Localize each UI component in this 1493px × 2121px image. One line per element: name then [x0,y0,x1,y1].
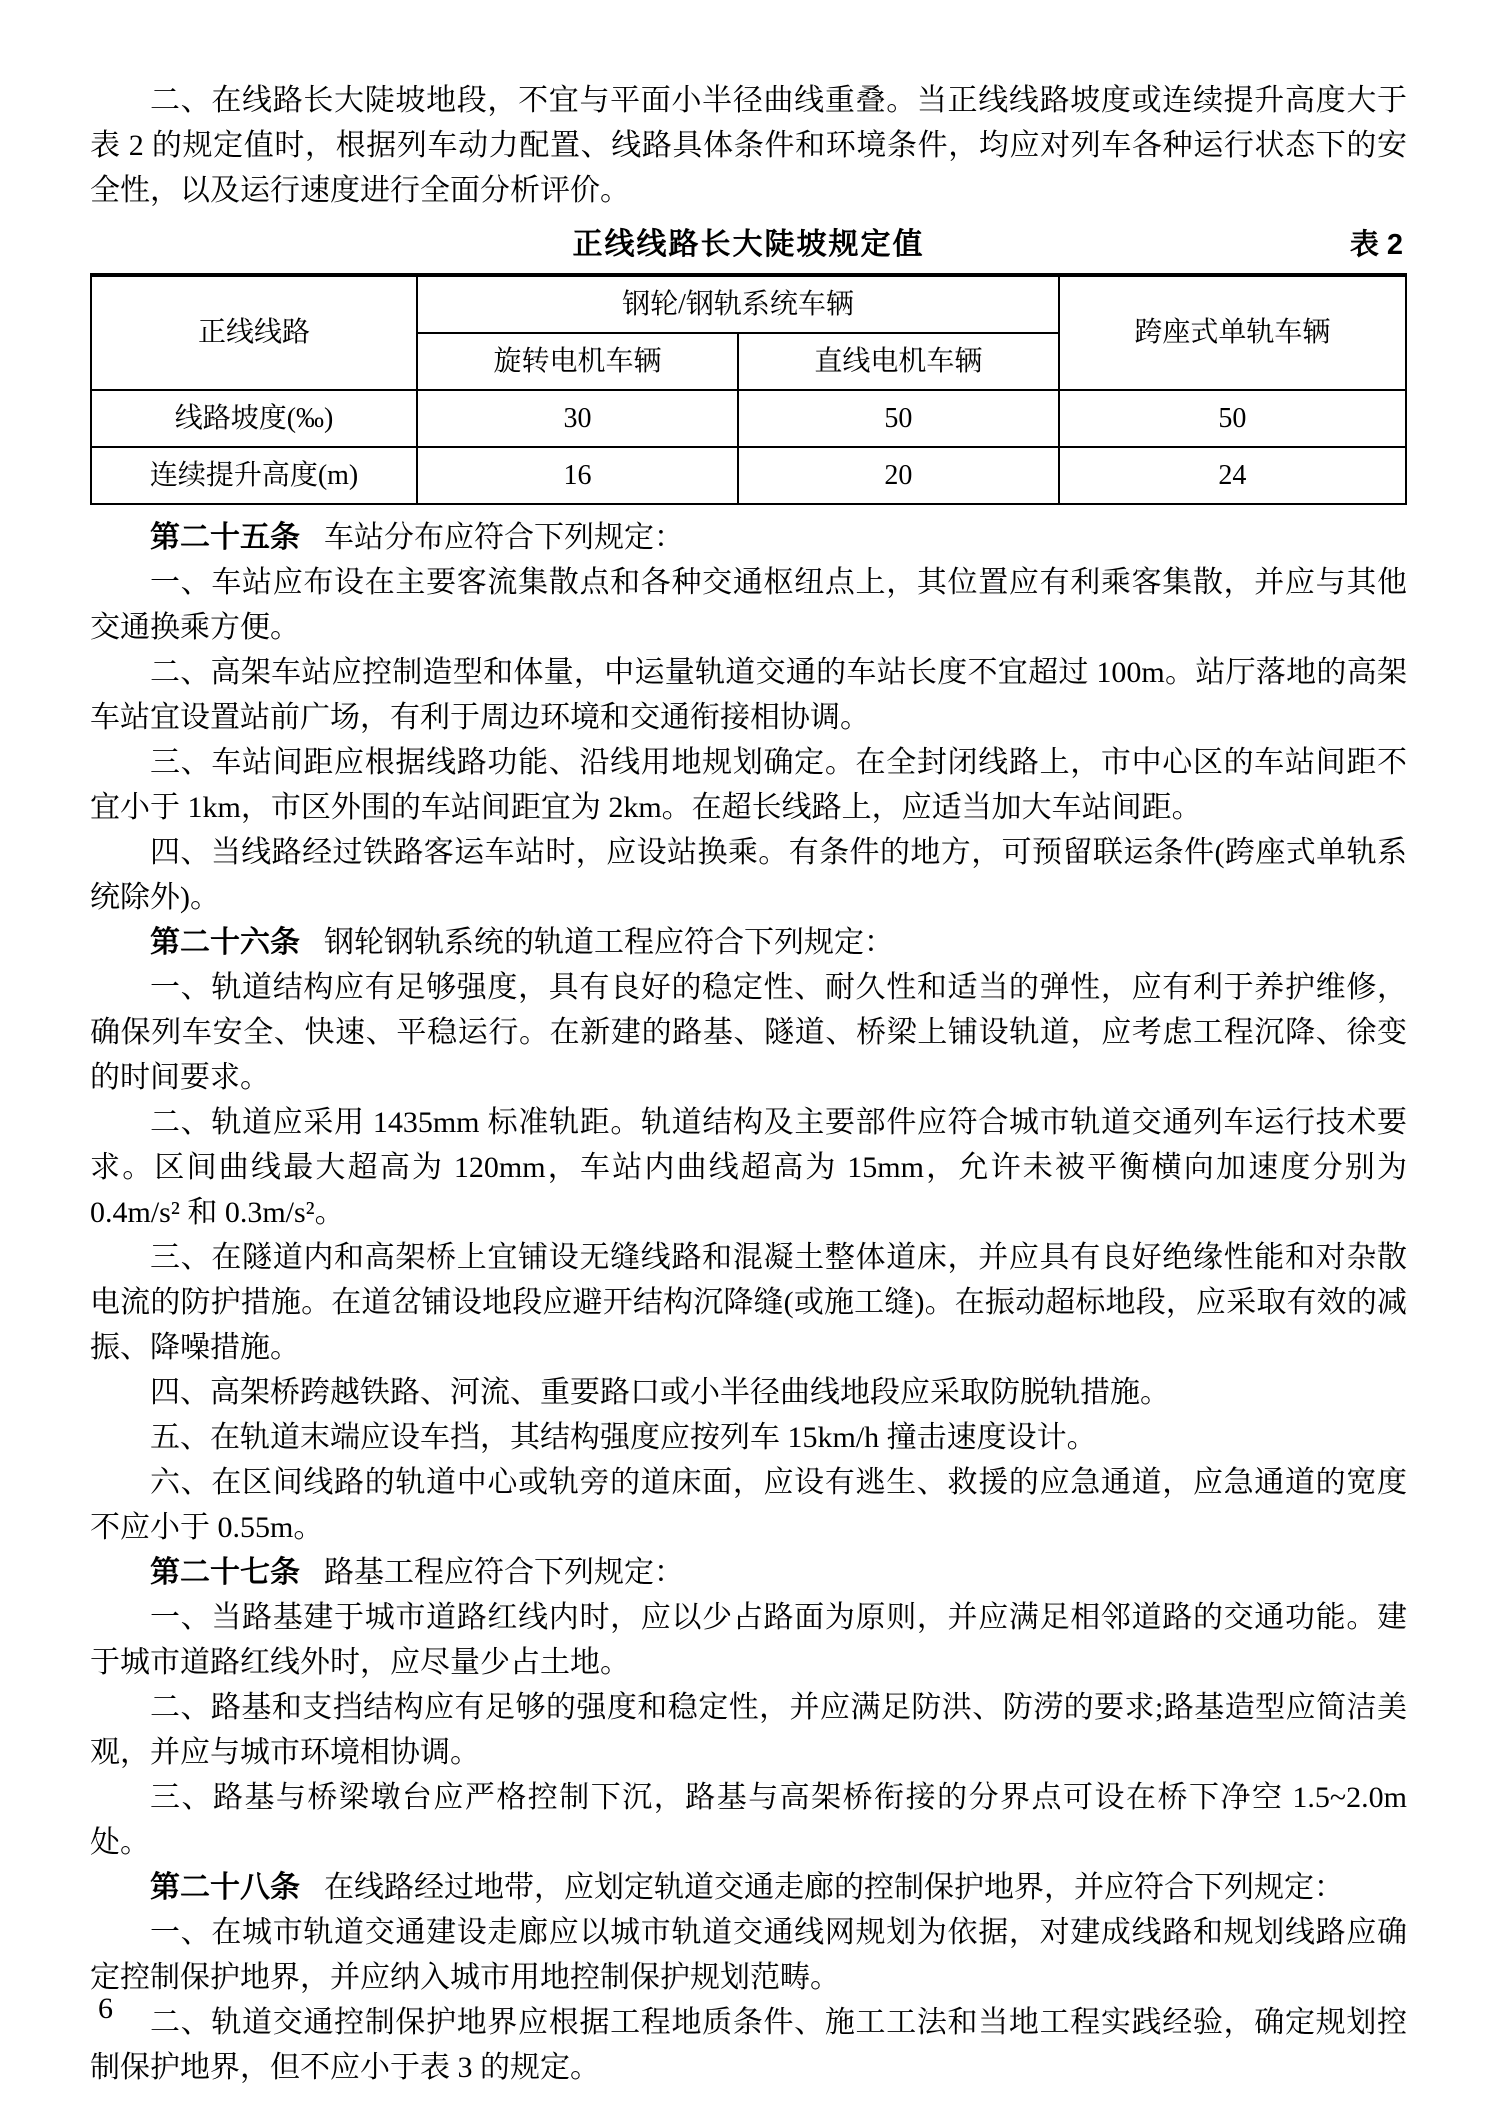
table-header-row-1 [91,275,1406,333]
article-title: 车站分布应符合下列规定： [324,521,684,554]
article-25-item: 一、车站应布设在主要客流集散点和各种交通枢纽点上，其位置应有利乘客集散，并应与其他交通换乘方便。 [90,566,1407,644]
page-number: 6 [98,1992,113,2025]
table-number-label: 表 2 [1349,229,1403,261]
article-title: 钢轮钢轨系统的轨道工程应符合下列规定： [324,926,894,959]
article-27-item: 二、路基和支挡结构应有足够的强度和稳定性，并应满足防洪、防涝的要求;路基造型应简洁美观，并应与城市环境相协调。 [90,1691,1407,1769]
slope-limits-table [90,273,1407,505]
table-cell: 24 [1059,447,1406,504]
table-header-straddle-monorail: 跨座式单轨车辆 [1059,275,1406,390]
article-26-item: 三、在隧道内和高架桥上宜铺设无缝线路和混凝土整体道床，并应具有良好绝缘性能和对杂散电流的防护措施。在道岔铺设地段应避开结构沉降缝(或施工缝)。在振动超标地段，应采取有效的减振、降噪措施。 [90,1241,1407,1364]
article-25-item: 二、高架车站应控制造型和体量，中运量轨道交通的车站长度不宜超过 100m。站厅落地的高架车站宜设置站前广场，有利于周边环境和交通衔接相协调。 [90,656,1407,734]
article-26-heading [90,920,1407,965]
table-cell: 50 [1059,390,1406,447]
intro-paragraph: 二、在线路长大陡坡地段，不宜与平面小半径曲线重叠。当正线线路坡度或连续提升高度大于表 2 的规定值时，根据列车动力配置、线路具体条件和环境条件，均应对列车各种运行状态下的安全性，以及运行速度进行全面分析评价。 [90,84,1407,207]
table-header-steel-wheel-group: 钢轮/钢轨系统车辆 [417,275,1059,333]
article-25-item: 三、车站间距应根据线路功能、沿线用地规划确定。在全封闭线路上，市中心区的车站间距不宜小于 1km，市区外围的车站间距宜为 2km。在超长线路上，应适当加大车站间距。 [90,746,1407,824]
article-title: 在线路经过地带，应划定轨道交通走廊的控制保护地界，并应符合下列规定： [324,1871,1344,1904]
articles-section [90,515,1407,2090]
table-row-slope [91,390,1406,447]
table-header-mainline: 正线线路 [91,275,417,390]
table-caption [90,219,1407,271]
article-26-item: 一、轨道结构应有足够强度，具有良好的稳定性、耐久性和适当的弹性，应有利于养护维修，确保列车安全、快速、平稳运行。在新建的路基、隧道、桥梁上铺设轨道，应考虑工程沉降、徐变的时间要求。 [90,971,1407,1094]
article-26-item: 六、在区间线路的轨道中心或轨旁的道床面，应设有逃生、救援的应急通道，应急通道的宽度不应小于 0.55m。 [90,1466,1407,1544]
table-cell: 30 [417,390,738,447]
article-28-heading [90,1865,1407,1910]
article-27-item: 一、当路基建于城市道路红线内时，应以少占路面为原则，并应满足相邻道路的交通功能。建于城市道路红线外时，应尽量少占土地。 [90,1601,1407,1679]
article-number: 第二十七条 [150,1556,300,1589]
article-26-item: 五、在轨道末端应设车挡，其结构强度应按列车 15km/h 撞击速度设计。 [150,1421,1097,1454]
article-number: 第二十五条 [150,521,300,554]
article-title: 路基工程应符合下列规定： [324,1556,684,1589]
article-28-item: 一、在城市轨道交通建设走廊应以城市轨道交通线网规划为依据，对建成线路和规划线路应确定控制保护地界，并应纳入城市用地控制保护规划范畴。 [90,1916,1407,1994]
article-26-item: 二、轨道应采用 1435mm 标准轨距。轨道结构及主要部件应符合城市轨道交通列车运行技术要求。区间曲线最大超高为 120mm，车站内曲线超高为 15mm，允许未被平衡横向加速度分别为 0.4m/s² 和 0.3m/s²。 [90,1106,1407,1229]
article-number: 第二十六条 [150,926,300,959]
document-body [90,78,1407,2090]
table-row-label: 线路坡度(‰) [91,390,417,447]
article-25-heading [90,515,1407,560]
table-cell: 50 [738,390,1059,447]
table-cell: 20 [738,447,1059,504]
table-row-label: 连续提升高度(m) [91,447,417,504]
table-cell: 16 [417,447,738,504]
table-title: 正线线路长大陡坡规定值 [572,228,925,261]
table-header-linear-motor: 直线电机车辆 [738,333,1059,390]
table-row-lift-height [91,447,1406,504]
article-number: 第二十八条 [150,1871,300,1904]
article-27-item: 三、路基与桥梁墩台应严格控制下沉，路基与高架桥衔接的分界点可设在桥下净空 1.5~2.0m 处。 [90,1781,1407,1859]
article-25-item: 四、当线路经过铁路客运车站时，应设站换乘。有条件的地方，可预留联运条件(跨座式单轨系统除外)。 [90,836,1407,914]
article-28-item: 二、轨道交通控制保护地界应根据工程地质条件、施工工法和当地工程实践经验，确定规划控制保护地界，但不应小于表 3 的规定。 [90,2006,1407,2084]
article-26-item: 四、高架桥跨越铁路、河流、重要路口或小半径曲线地段应采取防脱轨措施。 [150,1376,1170,1409]
table-header-rotary-motor: 旋转电机车辆 [417,333,738,390]
article-27-heading [90,1550,1407,1595]
